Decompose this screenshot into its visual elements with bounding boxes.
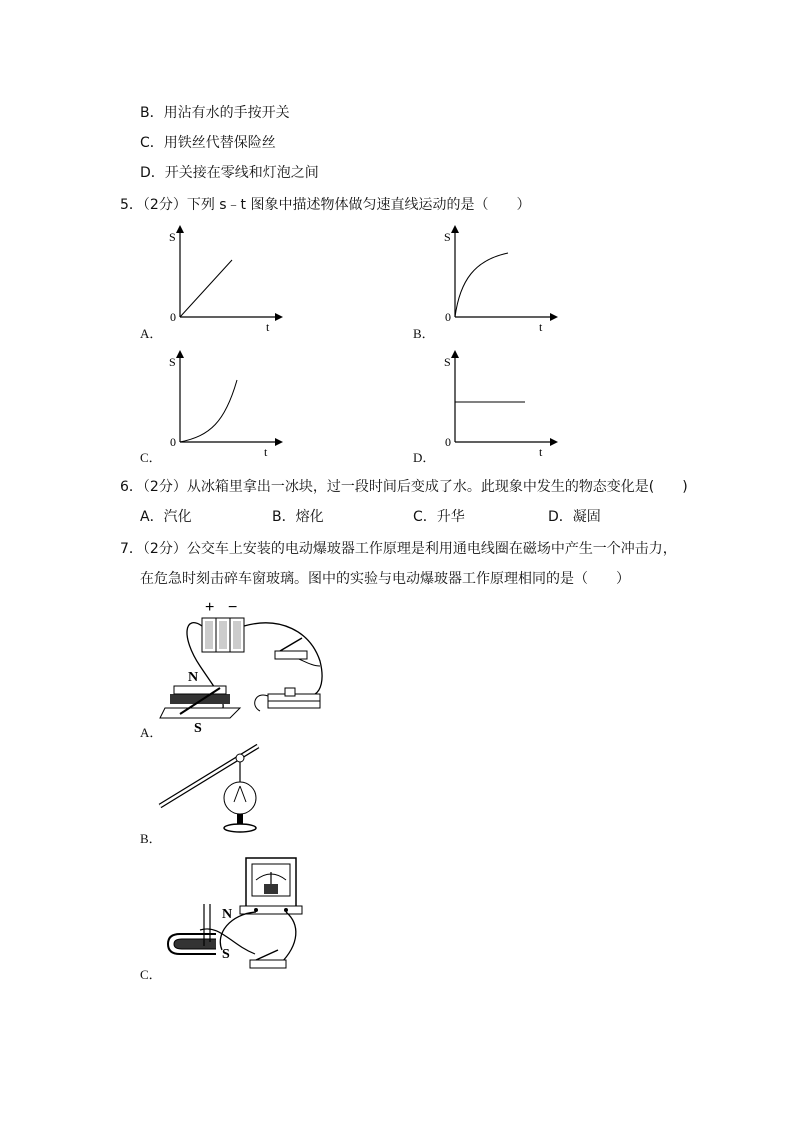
graph-a-curve [180, 260, 232, 317]
graph-c-x-label: t [264, 445, 268, 459]
figure-c-label: C． [140, 967, 162, 982]
figure-b-label: B． [140, 831, 162, 846]
switch [275, 638, 307, 659]
q6-option-c: C．升华 [413, 509, 465, 525]
q4-option-d: D．开关接在零线和灯泡之间 [140, 165, 319, 181]
magnet-with-rails [160, 686, 240, 718]
graph-b-x-label: t [539, 320, 543, 334]
graph-b-label: B． [413, 326, 435, 341]
graph-b-origin: 0 [445, 310, 451, 324]
magnet-south-label: S [194, 721, 202, 736]
q6-option-b: B．熔化 [272, 509, 324, 525]
q7-stem-line1: 7．（2分）公交车上安装的电动爆玻器工作原理是利用通电线圈在磁场中产生一个冲击力， [120, 541, 677, 557]
magnet-north-label: N [188, 670, 199, 685]
graph-a-origin: 0 [170, 310, 176, 324]
graph-b-curve [455, 253, 508, 317]
galvanometer [240, 858, 302, 914]
battery-minus: − [228, 599, 238, 616]
graph-c-label: C． [140, 450, 162, 465]
figure-a-motor-circuit [160, 596, 340, 736]
battery-plus: + [205, 599, 215, 616]
q6-option-a: A．汽化 [140, 509, 192, 525]
graph-d-label: D． [413, 450, 436, 465]
battery-pack [202, 618, 244, 652]
graph-c-y-label: S [169, 355, 176, 369]
figure-c-induction-circuit [160, 854, 310, 979]
graph-c-curve [180, 380, 237, 442]
graph-d [440, 350, 560, 460]
graph-a-x-label: t [266, 320, 270, 334]
magnet-north-label: N [222, 907, 233, 922]
graph-c-origin: 0 [170, 435, 176, 449]
q6-option-d: D．凝固 [548, 509, 601, 525]
q5-stem: 5．（2分）下列 s﹣t 图象中描述物体做匀速直线运动的是（ ） [120, 197, 531, 213]
graph-b-y-label: S [444, 230, 451, 244]
q6-stem: 6．（2分）从冰箱里拿出一冰块，过一段时间后变成了水。此现象中发生的物态变化是( ) [120, 479, 688, 495]
q4-option-b: B．用沾有水的手按开关 [140, 105, 290, 121]
figure-b-electroscope [160, 744, 280, 839]
graph-d-origin: 0 [445, 435, 451, 449]
figure-a-label: A． [140, 725, 163, 740]
graph-b [440, 225, 560, 335]
graph-c [165, 350, 285, 460]
switch [250, 950, 286, 968]
magnet-south-label: S [222, 947, 230, 962]
graph-d-x-label: t [539, 445, 543, 459]
graph-a [165, 225, 285, 335]
graph-d-y-label: S [444, 355, 451, 369]
rheostat [255, 688, 320, 711]
graph-a-y-label: S [169, 230, 176, 244]
q4-option-c: C．用铁丝代替保险丝 [140, 135, 276, 151]
graph-a-label: A． [140, 326, 163, 341]
q7-stem-line2: 在危急时刻击碎车窗玻璃。图中的实验与电动爆玻器工作原理相同的是（ ） [140, 571, 630, 587]
